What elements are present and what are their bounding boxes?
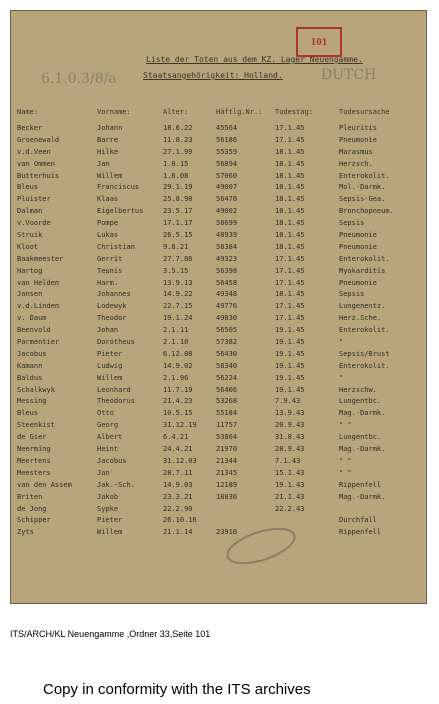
table-cell: 7.9.43 [275, 397, 301, 406]
table-cell: Kloot [17, 242, 39, 251]
table-cell: 17.1.45 [275, 302, 305, 311]
table-cell: 58384 [216, 242, 238, 251]
table-cell: Baakmeester [17, 254, 64, 263]
table-cell: Jan [97, 468, 110, 477]
table-cell: 27.1.99 [163, 147, 193, 156]
table-cell: 19.1.43 [275, 480, 305, 489]
table-cell: Barre [97, 135, 119, 144]
table-cell: 2.1.10 [163, 338, 189, 347]
table-cell: Pluister [17, 195, 51, 204]
table-cell: 14.9.02 [163, 361, 193, 370]
table-cell: 49830 [216, 314, 238, 323]
table-cell: Sepsis [339, 219, 365, 228]
table-cell: 21970 [216, 445, 238, 454]
table-cell: Bleus [17, 409, 39, 418]
table-cell: 58699 [216, 219, 238, 228]
table-cell: 19.1.45 [275, 349, 305, 358]
table-cell: 19.1.45 [275, 385, 305, 394]
table-cell: Pleuritis [339, 124, 377, 132]
document-title: Liste der Toten aus dem KZ. Lager Neuengamme. [146, 55, 363, 64]
table-cell: Struik [17, 231, 43, 240]
table-cell: Harm. [97, 278, 119, 287]
table-cell: 17.1.45 [275, 135, 305, 144]
table-cell: 49776 [216, 302, 238, 311]
table-cell: Sepsis-Gea. [339, 195, 386, 204]
table-cell: Otto [97, 409, 114, 418]
table-cell: Parmentier [17, 338, 60, 347]
table-cell: Theodorus [97, 397, 135, 406]
conformity-caption: Copy in conformity with the ITS archives [43, 681, 311, 698]
table-cell: 18836 [216, 492, 238, 501]
table-row [11, 326, 427, 338]
table-cell: 26.5.15 [163, 231, 193, 240]
table-cell: v. Daum [17, 314, 47, 323]
table-row [11, 421, 427, 433]
header-vorname: Vorname: [97, 108, 131, 116]
table-cell: Enterokolit. [339, 171, 390, 180]
table-cell: Leonhard [97, 385, 131, 394]
table-cell: 20.9.43 [275, 421, 305, 430]
table-cell: 56478 [216, 195, 238, 204]
table-cell: Mol.-Darmk. [339, 183, 386, 192]
table-cell: 55359 [216, 147, 238, 156]
table-cell: Pompe [97, 219, 119, 228]
table-cell: 56186 [216, 135, 238, 144]
table-row [11, 255, 427, 267]
table-cell: Lodewyk [97, 302, 127, 311]
table-row [11, 279, 427, 291]
table-cell: 6.4.21 [163, 433, 189, 442]
table-cell: 12189 [216, 480, 238, 489]
table-cell: 58340 [216, 361, 238, 370]
table-cell: 57060 [216, 171, 238, 180]
table-cell: 2.1.11 [163, 326, 189, 335]
table-cell: 18.1.45 [275, 183, 305, 192]
table-cell: 11.8.23 [163, 135, 193, 144]
table-cell: 45564 [216, 124, 238, 132]
table-cell: 22.2.90 [163, 504, 193, 513]
table-cell: 31.12.03 [163, 456, 197, 465]
table-cell: 14.9.22 [163, 290, 193, 299]
table-row [11, 433, 427, 445]
header-alter: Alter: [163, 108, 189, 116]
table-cell: 56505 [216, 326, 238, 335]
table-cell: 18.6.22 [163, 124, 193, 132]
table-cell: 17.1.45 [275, 266, 305, 275]
table-cell: Ludwig [97, 361, 123, 370]
table-cell: 3.5.15 [163, 266, 189, 275]
table-cell: 17.1.45 [275, 124, 305, 132]
header-name: Name: [17, 108, 39, 116]
table-cell: Becker [17, 124, 43, 132]
header-todesursache: Todesursache [339, 108, 390, 116]
table-cell: van den Assem [17, 480, 72, 489]
table-cell: Butterhuis [17, 171, 60, 180]
table-cell: 49323 [216, 254, 238, 263]
table-row [11, 302, 427, 314]
table-cell: 2.1.96 [163, 373, 189, 382]
table-cell: Schipper [17, 516, 51, 525]
table-cell: Kamann [17, 361, 43, 370]
table-cell: v.Voorde [17, 219, 51, 228]
table-cell: " " [339, 468, 352, 477]
table-cell: 49348 [216, 290, 238, 299]
table-cell: Rippenfell [339, 528, 382, 537]
table-cell: Pieter [97, 516, 123, 525]
table-cell: Neerming [17, 445, 51, 454]
table-cell: Jakob [97, 492, 119, 501]
table-cell: 48939 [216, 231, 238, 240]
pencil-note-right: DUTCH [321, 67, 377, 83]
table-cell: 11.7.19 [163, 385, 193, 394]
table-cell: 9.8.21 [163, 242, 189, 251]
table-cell: 18.1.45 [275, 207, 305, 216]
table-row [11, 505, 427, 517]
document-scan [10, 10, 427, 604]
table-cell: Bronchopneum. [339, 207, 394, 216]
table-cell: Messing [17, 397, 47, 406]
table-cell: Sepsis [339, 290, 365, 299]
table-cell: Baldus [17, 373, 43, 382]
table-cell: 13.9.43 [275, 409, 305, 418]
table-cell: 17.1.45 [275, 254, 305, 263]
table-cell: Pneumonie [339, 242, 377, 251]
table-cell: Johann [97, 124, 123, 132]
table-row [11, 231, 427, 243]
table-row [11, 350, 427, 362]
table-cell: Theodor [97, 314, 127, 323]
table-cell: Myokarditis [339, 266, 386, 275]
table-cell: 28.9.43 [275, 445, 305, 454]
table-cell: Eigelbertus [97, 207, 144, 216]
table-cell: Enterokolit. [339, 326, 390, 335]
table-cell: 18.1.45 [275, 147, 305, 156]
table-cell: 22.7.15 [163, 302, 193, 311]
table-cell: 56430 [216, 349, 238, 358]
table-cell: 6.12.08 [163, 349, 193, 358]
table-cell: Willem [97, 373, 123, 382]
table-cell: Marasmus [339, 147, 373, 156]
table-cell: Johan [97, 326, 119, 335]
table-row [11, 397, 427, 409]
table-cell: Georg [97, 421, 119, 430]
table-row [11, 481, 427, 493]
table-cell: 56224 [216, 373, 238, 382]
table-cell: Jacobus [97, 456, 127, 465]
table-cell: 18.1.45 [275, 195, 305, 204]
table-cell: Pneumonie [339, 278, 377, 287]
table-cell: Pieter [97, 349, 123, 358]
table-cell: 49002 [216, 207, 238, 216]
table-row [11, 267, 427, 279]
table-row [11, 195, 427, 207]
table-cell: 21.1.14 [163, 528, 193, 537]
table-cell: 17.1.45 [275, 278, 305, 287]
table-cell: 19.1.45 [275, 373, 305, 382]
table-cell: Briten [17, 492, 43, 501]
table-cell: 18.1.45 [275, 242, 305, 251]
table-cell: Albert [97, 433, 123, 442]
table-cell: Hilke [97, 147, 119, 156]
table-cell: Enterokolit. [339, 254, 390, 263]
table-cell: Jansen [17, 290, 43, 299]
table-cell: 56406 [216, 385, 238, 394]
table-row [11, 243, 427, 255]
table-cell: Durchfall [339, 516, 377, 525]
table-cell: Teunis [97, 266, 123, 275]
table-cell: 49007 [216, 183, 238, 192]
table-cell: 55184 [216, 409, 238, 418]
table-cell: 11757 [216, 421, 238, 430]
table-cell: Gerrit [97, 254, 123, 263]
table-cell: 56894 [216, 159, 238, 168]
table-cell: Mag.-Darmk. [339, 492, 386, 501]
table-cell: 21.1.43 [275, 492, 305, 501]
table-cell: 14.9.03 [163, 480, 193, 489]
table-row [11, 124, 427, 136]
table-cell: Lukas [97, 231, 119, 240]
table-cell: 28.7.11 [163, 468, 193, 477]
table-cell: 26.10.16 [163, 516, 197, 525]
table-cell: 56398 [216, 266, 238, 275]
table-cell: Jacobus [17, 349, 47, 358]
table-cell: Pneumonie [339, 231, 377, 240]
table-cell: " [339, 338, 344, 347]
red-page-stamp: 101 [296, 27, 342, 57]
table-cell: 18.1.45 [275, 290, 305, 299]
table-cell: 53268 [216, 397, 238, 406]
table-cell: " " [339, 456, 352, 465]
table-cell: Dorotheus [97, 338, 135, 347]
table-cell: Herz.Sche. [339, 314, 382, 323]
table-cell: 15.1.43 [275, 468, 305, 477]
table-cell: Heint [97, 445, 119, 454]
table-cell: 24.4.21 [163, 445, 193, 454]
table-cell: 31.8.43 [275, 433, 305, 442]
table-cell: " " [339, 421, 352, 430]
death-list-table [11, 124, 427, 540]
table-row [11, 136, 427, 148]
table-cell: Bleus [17, 183, 39, 192]
table-cell: 23.3.21 [163, 492, 193, 501]
table-cell: 53864 [216, 433, 238, 442]
table-cell: 7.1.43 [275, 456, 301, 465]
table-row [11, 386, 427, 398]
header-todestag: Todestag: [275, 108, 313, 116]
table-cell: 18.1.45 [275, 171, 305, 180]
table-cell: 19.1.45 [275, 361, 305, 370]
table-cell: 57382 [216, 338, 238, 347]
table-cell: Franciscus [97, 183, 140, 192]
table-cell: 27.7.86 [163, 254, 193, 263]
table-cell: 18.1.45 [275, 219, 305, 228]
table-cell: Herzschw. [339, 385, 377, 394]
table-row [11, 469, 427, 481]
table-cell: 10.5.15 [163, 409, 193, 418]
table-cell: 25.8.90 [163, 195, 193, 204]
table-cell: v.d.Veen [17, 147, 51, 156]
table-row [11, 207, 427, 219]
table-cell: Mag.-Darmk. [339, 409, 386, 418]
source-caption: ITS/ARCH/KL Neuengamme ,Ordner 33,Seite 101 [10, 629, 211, 639]
table-cell: 19.1.45 [275, 326, 305, 335]
table-cell: de Jong [17, 504, 47, 513]
header-haeftling-nr: Häftlg.Nr.: [216, 108, 263, 116]
table-cell: Rippenfell [339, 480, 382, 489]
table-row [11, 290, 427, 302]
table-cell: 23.5.17 [163, 207, 193, 216]
table-cell: Meertens [17, 456, 51, 465]
table-cell: van Helden [17, 278, 60, 287]
table-cell: 22.2.43 [275, 504, 305, 513]
table-cell: 31.12.19 [163, 421, 197, 430]
table-row [11, 172, 427, 184]
table-row [11, 516, 427, 528]
table-cell: Pneumonie [339, 135, 377, 144]
table-row [11, 183, 427, 195]
table-cell: Beenvold [17, 326, 51, 335]
table-cell: Willem [97, 528, 123, 537]
table-cell: Groenewald [17, 135, 60, 144]
table-cell: Hartog [17, 266, 43, 275]
table-row [11, 493, 427, 505]
table-cell: Meesters [17, 468, 51, 477]
table-row [11, 457, 427, 469]
table-row [11, 362, 427, 374]
table-cell: Sepsis/Brust [339, 349, 390, 358]
table-cell: 23910 [216, 528, 238, 537]
table-cell: 18.1.45 [275, 159, 305, 168]
table-cell: 19.1.24 [163, 314, 193, 323]
table-cell: Schalkwyk [17, 385, 55, 394]
table-cell: Johannes [97, 290, 131, 299]
table-cell: Zyts [17, 528, 34, 537]
table-cell: Klaas [97, 195, 119, 204]
table-row [11, 219, 427, 231]
table-cell: Herzsch. [339, 159, 373, 168]
table-row [11, 148, 427, 160]
table-row [11, 528, 427, 540]
table-cell: 13.9.13 [163, 278, 193, 287]
table-cell: Jan [97, 159, 110, 168]
table-cell: Jak.-Sch. [97, 480, 135, 489]
table-cell: Willem [97, 171, 123, 180]
table-cell: 1.6.08 [163, 171, 189, 180]
table-row [11, 314, 427, 326]
table-row [11, 160, 427, 172]
table-cell: Lungenentz. [339, 302, 386, 311]
table-cell: 21345 [216, 468, 238, 477]
pencil-note-left: 6.1.0.3/8/a [41, 71, 117, 87]
table-row [11, 338, 427, 350]
table-row [11, 374, 427, 386]
table-cell: " [339, 373, 344, 382]
table-cell: de Gier [17, 433, 47, 442]
table-cell: Christian [97, 242, 135, 251]
table-cell: 1.8.15 [163, 159, 189, 168]
document-subtitle: Staatsangehörigkeit: Holland. [143, 71, 283, 80]
table-row [11, 445, 427, 457]
table-cell: van Ommen [17, 159, 55, 168]
table-cell: v.d.Linden [17, 302, 60, 311]
table-cell: 56458 [216, 278, 238, 287]
table-row [11, 409, 427, 421]
table-cell: 21.4.23 [163, 397, 193, 406]
table-cell: 21344 [216, 456, 238, 465]
table-cell: Sypke [97, 504, 119, 513]
table-cell: 29.1.19 [163, 183, 193, 192]
table-cell: Lungentbc. [339, 397, 382, 406]
table-cell: Steenkist [17, 421, 55, 430]
table-cell: 17.1.17 [163, 219, 193, 228]
table-cell: Mag.-Darmk. [339, 445, 386, 454]
table-cell: 18.1.45 [275, 231, 305, 240]
table-cell: Enterokolit. [339, 361, 390, 370]
table-cell: Dalman [17, 207, 43, 216]
table-cell: 19.1.45 [275, 338, 305, 347]
table-cell: 17.1.45 [275, 314, 305, 323]
table-cell: Lungentbc. [339, 433, 382, 442]
